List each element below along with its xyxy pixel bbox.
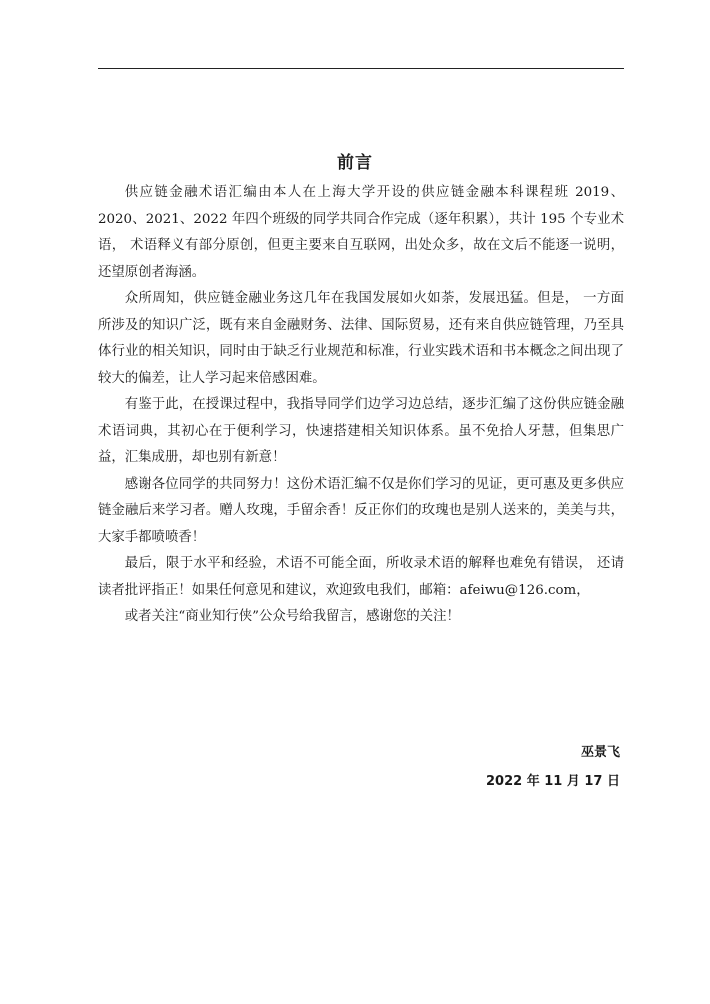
paragraph: 众所周知，供应链金融业务这几年在我国发展如火如荼，发展迅猛。但是， 一方面所涉及的知识广泛，既有来自金融财务、法律、国际贸易，还有来自供应链管理，乃至具体行业的相关知识，同时由于缺乏行业规范和标准，行业实践术语和书本概念之间出现了较大的偏差，让人学习起来倍感困难。 xyxy=(98,291,624,386)
paragraph: 最后，限于水平和经验，术语不可能全面，所收录术语的解释也难免有错误， 还请读者批评指正！如果任何意见和建议，欢迎致电我们，邮箱：afeiwu@126.com， xyxy=(98,556,624,598)
paragraph: 供应链金融术语汇编由本人在上海大学开设的供应链金融本科课程班 2019、2020、2021、2022 年四个班级的同学共同合作完成（逐年积累），共计 195 个专业术语， 术语释义有部分原创，但更主要来自互联网，出处众多，故在文后不能逐一说明， 还望原创者海涵。 xyxy=(98,185,624,280)
paragraph: 或者关注“商业知行侠”公众号给我留言，感谢您的关注！ xyxy=(124,609,460,624)
author-name: 巫景飞 xyxy=(580,745,620,760)
preface-body xyxy=(98,180,624,631)
header-rule xyxy=(98,68,624,69)
paragraph: 有鉴于此，在授课过程中，我指导同学们边学习边总结，逐步汇编了这份供应链金融术语词典，其初心在于便利学习，快速搭建相关知识体系。虽不免拾人牙慧，但集思广益，汇集成册，却也别有新意！ xyxy=(98,397,624,465)
signature-date: 2022 年 11 月 17 日 xyxy=(486,774,620,789)
page-title: 前言 xyxy=(337,153,373,173)
paragraph: 感谢各位同学的共同努力！这份术语汇编不仅是你们学习的见证，更可惠及更多供应链金融后来学习者。赠人玫瑰，手留余香！反正你们的玫瑰也是别人送来的，美美与共，大家手都喷喷香！ xyxy=(98,476,624,545)
signature-block xyxy=(486,738,620,796)
